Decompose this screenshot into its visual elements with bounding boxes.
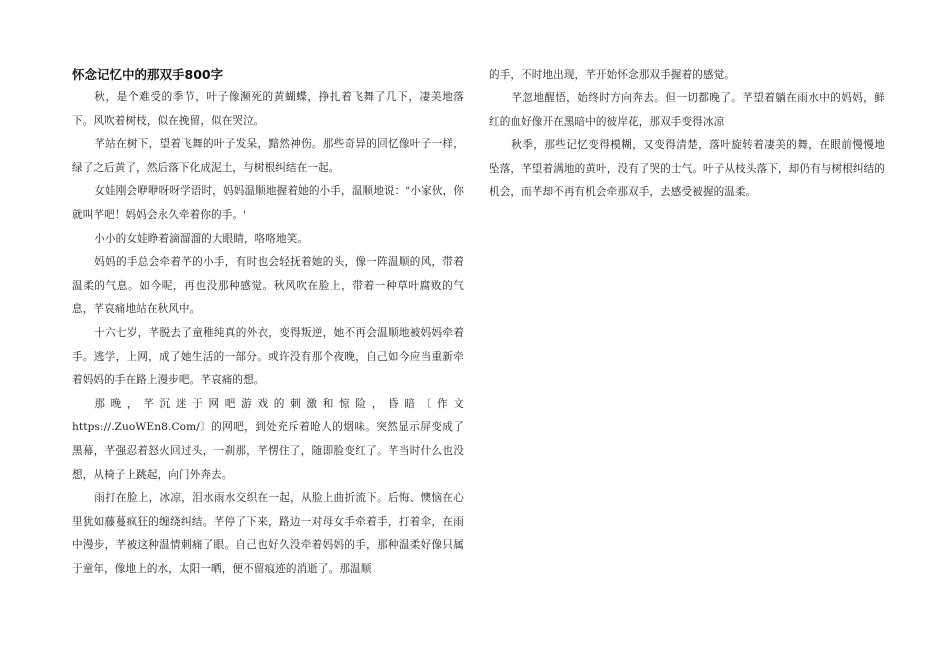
paragraph: 雨打在脸上，冰凉，泪水雨水交织在一起，从脸上曲折流下。后悔、懊恼在心里犹如藤蔓疯狂的缠绕纠结。芊停了下来，路边一对母女手牵着手，打着伞，在雨中漫步，芊被这种温情刺痛了眼。自己也好久没牵着妈妈的手，那种温柔好像只属于童年，像地上的水，太阳一晒，便不留痕迹的消逝了。那温顺 xyxy=(72,492,464,575)
paragraph: 秋，是个难受的季节，叶子像濒死的黄蝴蝶，挣扎着飞舞了几下，凄美地落下。风吹着树枝，似在挽留，似在哭泣。 xyxy=(72,91,464,127)
left-column xyxy=(72,64,464,581)
paragraph: 秋季，那些记忆变得模糊，又变得清楚，落叶旋转着凄美的舞，在眼前慢慢地坠落，芊望着满地的黄叶，没有了哭的士气。叶子从枝头落下，却仍有与树根纠结的机会，而芊却不再有机会牵那双手，去感受被握的温柔。 xyxy=(489,139,885,199)
paragraph: 小小的女娃睁着滴溜溜的大眼睛，咯咯地笑。 xyxy=(94,232,309,245)
article-title: 怀念记忆中的那双手800字 xyxy=(72,67,224,82)
paragraph: 女娃刚会咿咿呀呀学语时，妈妈温顺地握着她的小手，温顺地说："小家伙，你就叫芊吧！妈妈会永久牵着你的手。' xyxy=(72,185,464,221)
paragraph: 妈妈的手总会牵着芊的小手，有时也会轻抚着她的头，像一阵温顺的风，带着温柔的气息。如今呢，再也没那种感觉。秋风吹在脸上，带着一种草叶腐败的气息，芊哀痛地站在秋风中。 xyxy=(72,256,464,316)
paragraph: 芊站在树下，望着飞舞的叶子发呆，黯然神伤。那些奇异的回忆像叶子一样，绿了之后黄了，然后落下化成泥土，与树根纠结在一起。 xyxy=(72,138,464,174)
paragraph-continuation: 的手，不时地出现，芊开始怀念那双手握着的感觉。 xyxy=(489,69,735,81)
paragraph: 十六七岁，芊脱去了童稚纯真的外衣，变得叛逆，她不再会温顺地被妈妈牵着手。逃学，上网，成了她生活的一部分。或许没有那个夜晚，自己如今应当重新牵着妈妈的手在路上漫步吧。芊哀痛的想。 xyxy=(72,326,464,387)
right-column xyxy=(489,64,885,204)
paragraph: 那晚，芊沉迷于网吧游戏的刺激和惊险，昏暗〔作文https://.ZuoWEn8.Com/〕的网吧，到处充斥着呛人的烟味。突然显示屏变成了黑幕，芊强忍着怒火回过头，一刹那，芊愣住了，随即脸变红了。芊当时什么也没想，从椅子上跳起，向门外奔去。 xyxy=(72,397,464,481)
paragraph: 芊忽地醒悟，始终时方向奔去。但一切都晚了。芊望着躺在雨水中的妈妈，鲜红的血好像开在黑暗中的彼岸花，那双手变得冰凉 xyxy=(489,92,885,128)
